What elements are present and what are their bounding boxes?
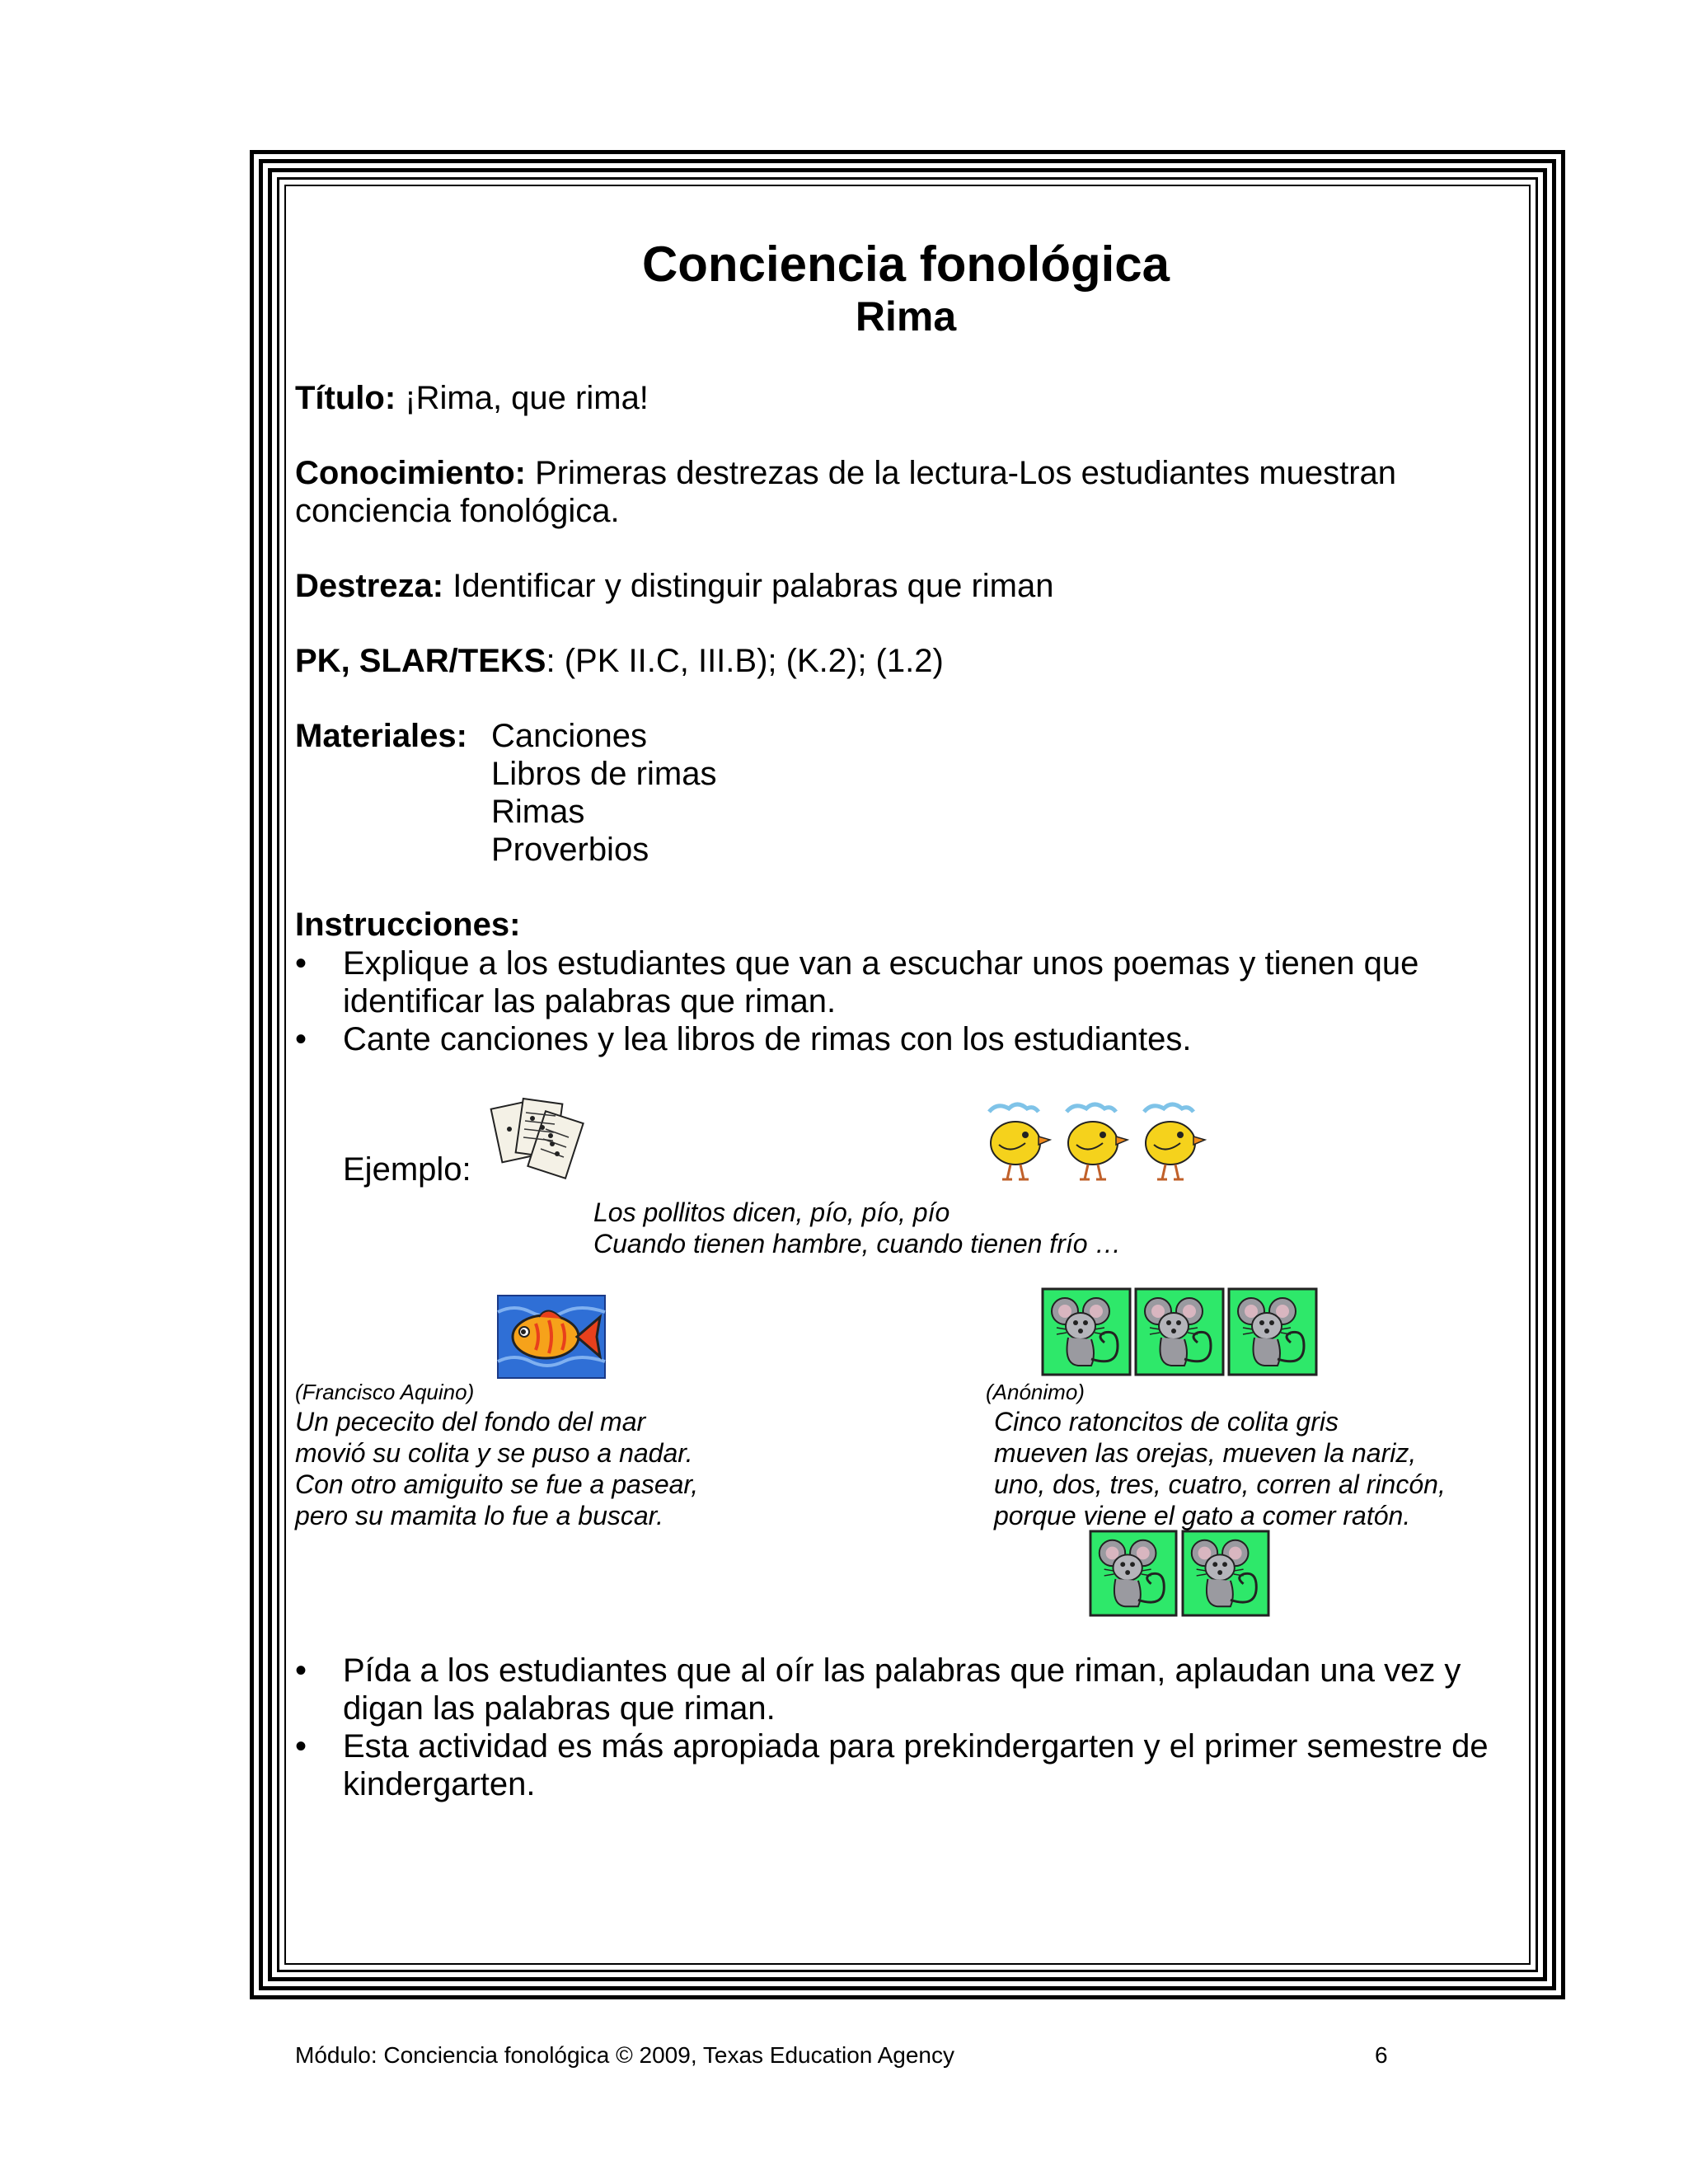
poem-author: (Anónimo) [986,1380,1085,1404]
destreza-field [295,567,1053,605]
mouse-icon [1135,1288,1224,1376]
instruction-line: kindergarten. [343,1766,536,1802]
conocimiento-line2: conciencia fonológica. [295,493,620,529]
chick-icon [1058,1100,1137,1186]
song-line: Cuando tienen hambre, cuando tienen frío … [593,1229,1122,1258]
mouse-icon [1042,1288,1131,1376]
mouse-icon [1090,1530,1177,1617]
conocimiento-line1: Primeras destrezas de la lectura-Los estudiantes muestran [535,455,1397,491]
bullet-dot: • [295,1021,307,1057]
teks-value: : (PK II.C, III.B); (K.2); (1.2) [546,643,944,679]
poem-line: porque viene el gato a comer ratón. [994,1501,1411,1530]
footer-text: Módulo: Conciencia fonológica © 2009, Texas Education Agency [295,2042,954,2068]
conocimiento-label: Conocimiento: [295,455,526,491]
destreza-value: Identificar y distinguir palabras que riman [452,568,1054,604]
material-item: Canciones [491,718,648,754]
conocimiento-field [295,454,1396,492]
song-line: Los pollitos dicen, pío, pío, pío [593,1197,950,1227]
instruction-line: Cante canciones y lea libros de rimas con los estudiantes. [343,1021,1192,1057]
titulo-label: Título: [295,380,396,416]
ejemplo-label: Ejemplo: [343,1151,471,1188]
mouse-icon [1228,1288,1317,1376]
poem-line: pero su mamita lo fue a buscar. [295,1501,664,1530]
instrucciones-label: Instrucciones: [295,907,521,943]
bullet-dot: • [295,1652,307,1689]
bullet-dot: • [295,945,307,982]
instruction-line: Pída a los estudiantes que al oír las palabras que riman, aplaudan una vez y [343,1652,1461,1689]
poem-line: Un pececito del fondo del mar [295,1407,646,1436]
poem-line: mueven las orejas, mueven la nariz, [994,1438,1417,1468]
fish-icon [498,1296,605,1378]
instruction-line: digan las palabras que riman. [343,1690,776,1727]
poem-line: Con otro amiguito se fue a pasear, [295,1469,699,1499]
materiales-label: Materiales: [295,718,467,754]
instruction-line: identificar las palabras que riman. [343,983,837,1019]
sheet-music-icon [493,1096,584,1185]
page-number: 6 [1375,2042,1388,2068]
titulo-value: ¡Rima, que rima! [405,380,649,416]
chick-icon [1136,1100,1215,1186]
poem-line: Cinco ratoncitos de colita gris [994,1407,1339,1436]
titulo-field [295,379,649,417]
instruction-line: Explique a los estudiantes que van a escuchar unos poemas y tienen que [343,945,1419,982]
destreza-label: Destreza: [295,568,444,604]
poem-author: (Francisco Aquino) [295,1380,475,1404]
bullet-dot: • [295,1728,307,1765]
poem-line: uno, dos, tres, cuatro, corren al rincón, [994,1469,1446,1499]
chick-icon [981,1100,1060,1186]
poem-line: movió su colita y se puso a nadar. [295,1438,693,1468]
teks-field [295,642,944,680]
material-item: Proverbios [491,832,649,868]
material-item: Rimas [491,794,585,830]
page-subtitle: Rima [855,293,957,340]
teks-label: PK, SLAR/TEKS [295,643,546,679]
material-item: Libros de rimas [491,756,717,792]
page-title: Conciencia fonológica [641,237,1170,292]
instruction-line: Esta actividad es más apropiada para prekindergarten y el primer semestre de [343,1728,1489,1765]
mouse-icon [1182,1530,1269,1617]
